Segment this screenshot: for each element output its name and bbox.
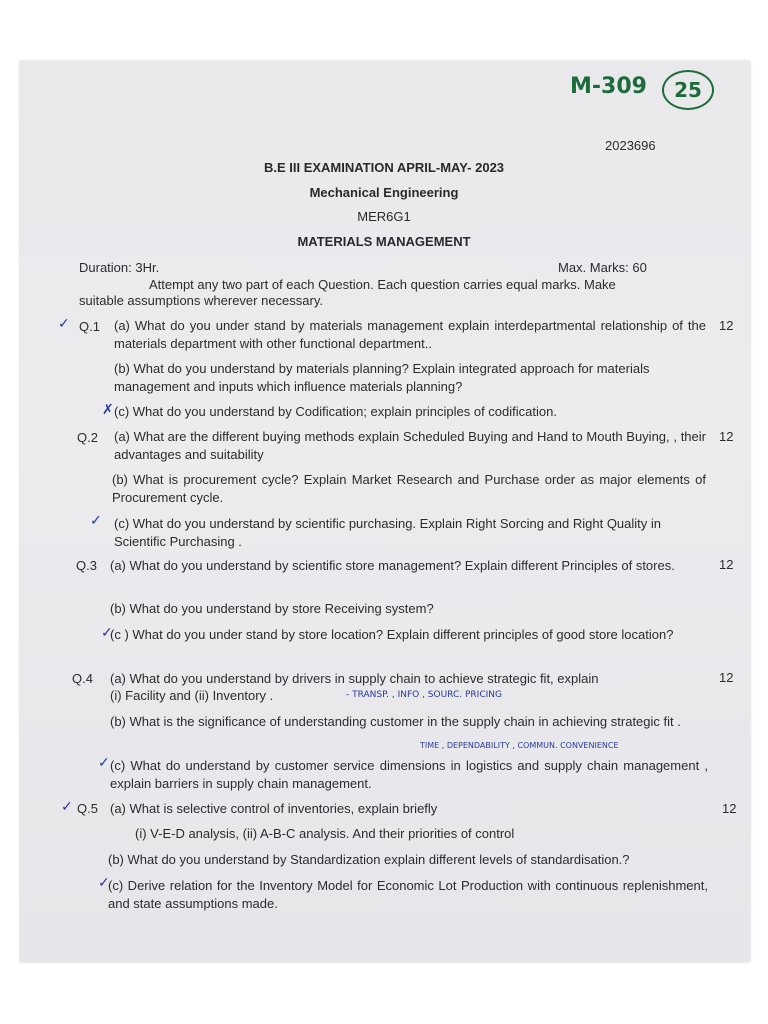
q1-part-b: (b) What do you understand by materials planning? Explain integrated approach for materials management and inputs which influence materials planning? xyxy=(114,361,650,394)
checkmark-icon: ✓ xyxy=(98,754,110,770)
cross-mark-icon: ✗ xyxy=(102,401,114,417)
score-value: 25 xyxy=(674,78,702,102)
q2-label: Q.2 xyxy=(77,430,98,445)
roll-number: 2023696 xyxy=(605,138,656,153)
subject-title: MATERIALS MANAGEMENT xyxy=(297,234,471,249)
handwritten-note-q4a: - TRANSP. , INFO , SOURC. PRICING xyxy=(346,690,502,700)
q3-part-c: (c ) What do you under stand by store location? Explain different principles of good store location? xyxy=(110,627,674,642)
q5-part-b: (b) What do you understand by Standardization explain different levels of standardisation.? xyxy=(108,852,630,867)
checkmark-icon: ✓ xyxy=(58,315,70,331)
instructions-line-2: suitable assumptions wherever necessary. xyxy=(79,293,323,308)
q4-part-c: (c) What do understand by customer service dimensions in logistics and supply chain management , explain barriers in supply chain management. xyxy=(110,758,708,791)
q2-part-c: (c) What do you understand by scientific purchasing. Explain Right Sorcing and Right Quality in Scientific Purchasing . xyxy=(114,516,662,549)
max-marks: Max. Marks: 60 xyxy=(558,260,647,275)
room-number-handwritten: M-309 xyxy=(570,74,647,99)
exam-title: B.E III EXAMINATION APRIL-MAY- 2023 xyxy=(263,160,505,175)
checkmark-icon: ✓ xyxy=(61,798,73,814)
duration: Duration: 3Hr. xyxy=(79,260,160,275)
branch-title: Mechanical Engineering xyxy=(309,185,459,200)
q1-marks: 12 xyxy=(719,318,734,333)
q5-label: Q.5 xyxy=(77,801,98,816)
q3-part-b: (b) What do you understand by store Receiving system? xyxy=(110,601,434,616)
q2-part-b: (b) What is procurement cycle? Explain Market Research and Purchase order as major elements of Procurement cycle. xyxy=(112,472,706,505)
q2-marks: 12 xyxy=(719,429,734,444)
q5-marks: 12 xyxy=(722,801,737,816)
instructions-line-1: Attempt any two part of each Question. Each question carries equal marks. Make xyxy=(149,277,616,292)
course-code: MER6G1 xyxy=(357,209,411,224)
q5-part-c: (c) Derive relation for the Inventory Model for Economic Lot Production with continuous replenishment, and state assumptions made. xyxy=(108,878,708,911)
handwritten-note-q4b: TIME , DEPENDABILITY , COMMUN. CONVENIENCE xyxy=(420,741,619,750)
q5-part-a-sub: (i) V-E-D analysis, (ii) A-B-C analysis. And their priorities of control xyxy=(135,826,515,841)
q4-part-b: (b) What is the significance of understanding customer in the supply chain in achieving strategic fit . xyxy=(110,714,681,729)
q1-label: Q.1 xyxy=(79,319,100,334)
checkmark-icon: ✓ xyxy=(101,624,113,640)
q2-part-a: (a) What are the different buying methods explain Scheduled Buying and Hand to Mouth Buying, , their advantages and suitability xyxy=(114,429,706,462)
q3-part-a: (a) What do you understand by scientific store management? Explain different Principles of stores. xyxy=(110,558,675,573)
q3-label: Q.3 xyxy=(76,558,97,573)
q3-marks: 12 xyxy=(719,557,734,572)
checkmark-icon: ✓ xyxy=(90,512,102,528)
q1-part-c: (c) What do you understand by Codification; explain principles of codification. xyxy=(114,404,557,419)
q5-part-a: (a) What is selective control of inventories, explain briefly xyxy=(110,801,438,816)
q4-marks: 12 xyxy=(719,670,734,685)
q4-part-a: (a) What do you understand by drivers in supply chain to achieve strategic fit, explain xyxy=(110,671,599,686)
score-circle xyxy=(662,70,714,110)
q4-part-a-sub: (i) Facility and (ii) Inventory . xyxy=(110,688,274,703)
q4-label: Q.4 xyxy=(72,671,93,686)
checkmark-icon: ✓ xyxy=(98,874,110,890)
q1-part-a: (a) What do you under stand by materials management explain interdepartmental relationship of the materials department with other functional department.. xyxy=(114,318,706,351)
